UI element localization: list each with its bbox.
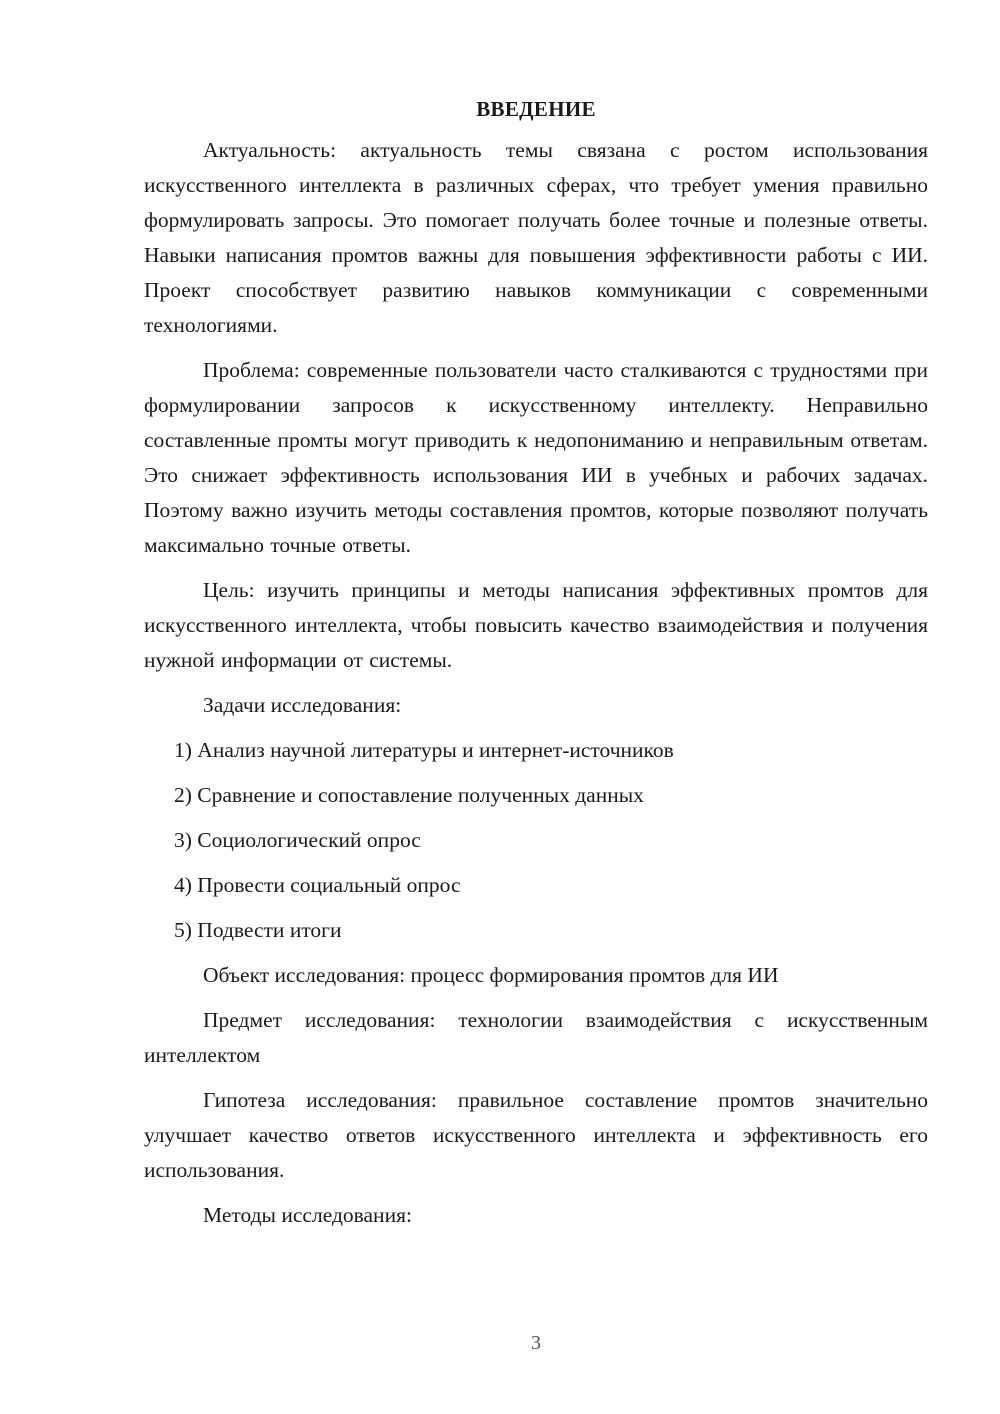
methods-label: Методы исследования: xyxy=(203,1203,412,1227)
object-line: Объект исследования: процесс формирования промтов для ИИ xyxy=(203,963,779,987)
task-number: 4) xyxy=(174,873,192,897)
task-item xyxy=(144,733,928,768)
task-item xyxy=(144,778,928,813)
task-item xyxy=(144,913,928,948)
page-heading: ВВЕДЕНИЕ xyxy=(476,97,596,121)
document-page xyxy=(144,92,928,1243)
task-text: Подвести итоги xyxy=(197,918,342,942)
task-item xyxy=(144,868,928,903)
task-number: 1) xyxy=(174,738,192,762)
task-text: Сравнение и сопоставление полученных данных xyxy=(197,783,644,807)
task-number: 5) xyxy=(174,918,192,942)
problem-paragraph: Проблема: современные пользователи часто сталкиваются с трудностями при формулировании запросов к искусственному интеллекту. Неправильно составленные промты могут приводить к недопониманию и неправильным ответам. Это снижает эффективность использования ИИ в учебных и рабочих задачах. Поэтому важно изучить методы составления промтов, которые позволяют получать максимально точные ответы. xyxy=(144,358,928,557)
task-number: 2) xyxy=(174,783,192,807)
page-number: 3 xyxy=(531,1332,541,1354)
tasks-label: Задачи исследования: xyxy=(203,693,402,717)
task-number: 3) xyxy=(174,828,192,852)
goal-paragraph: Цель: изучить принципы и методы написания эффективных промтов для искусственного интеллекта, чтобы повысить качество взаимодействия и получения нужной информации от системы. xyxy=(144,578,928,672)
task-text: Провести социальный опрос xyxy=(197,873,461,897)
relevance-paragraph: Актуальность: актуальность темы связана с ростом использования искусственного интеллекта в различных сферах, что требует умения правильно формулировать запросы. Это помогает получать более точные и полезные ответы. Навыки написания промтов важны для повышения эффективности работы с ИИ. Проект способствует развитию навыков коммуникации с современными технологиями. xyxy=(144,138,928,337)
tasks-list xyxy=(144,733,928,948)
task-text: Анализ научной литературы и интернет-источников xyxy=(197,738,674,762)
task-item xyxy=(144,823,928,858)
subject-paragraph: Предмет исследования: технологии взаимодействия с искусственным интеллектом xyxy=(144,1008,928,1067)
hypothesis-paragraph: Гипотеза исследования: правильное составление промтов значительно улучшает качество ответов искусственного интеллекта и эффективность его использования. xyxy=(144,1088,928,1182)
task-text: Социологический опрос xyxy=(197,828,421,852)
